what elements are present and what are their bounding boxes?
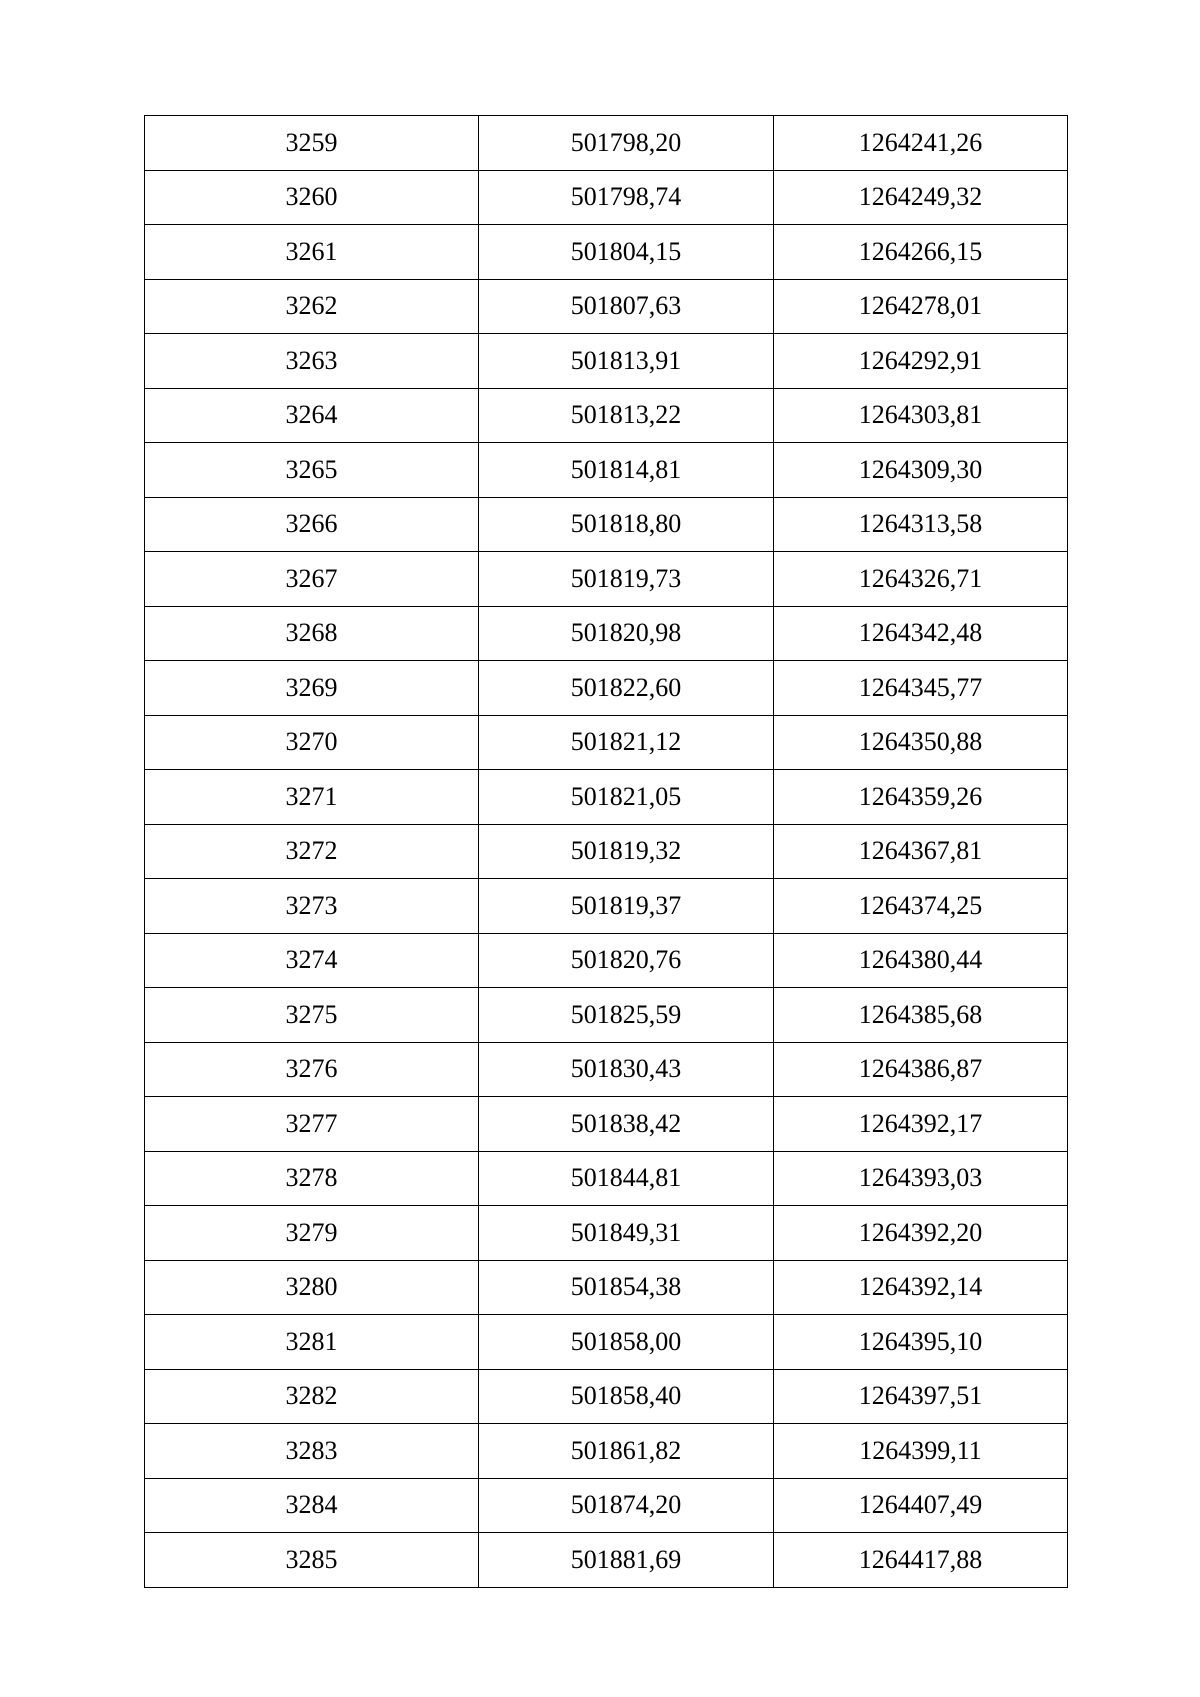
table-row — [145, 225, 1068, 280]
x-coordinate-cell: 501822,60 — [479, 661, 774, 716]
point-number-cell: 3264 — [145, 388, 479, 443]
y-coordinate-cell: 1264367,81 — [774, 824, 1068, 879]
y-coordinate-cell: 1264392,17 — [774, 1097, 1068, 1152]
y-coordinate-cell: 1264395,10 — [774, 1315, 1068, 1370]
x-coordinate-cell: 501858,00 — [479, 1315, 774, 1370]
table-row — [145, 1533, 1068, 1588]
point-number-cell: 3279 — [145, 1206, 479, 1261]
table-row — [145, 1042, 1068, 1097]
table-row — [145, 933, 1068, 988]
y-coordinate-cell: 1264303,81 — [774, 388, 1068, 443]
x-coordinate-cell: 501819,73 — [479, 552, 774, 607]
y-coordinate-cell: 1264386,87 — [774, 1042, 1068, 1097]
point-number-cell: 3271 — [145, 770, 479, 825]
y-coordinate-cell: 1264359,26 — [774, 770, 1068, 825]
table-row — [145, 279, 1068, 334]
point-number-cell: 3262 — [145, 279, 479, 334]
table-row — [145, 879, 1068, 934]
point-number-cell: 3277 — [145, 1097, 479, 1152]
x-coordinate-cell: 501849,31 — [479, 1206, 774, 1261]
point-number-cell: 3278 — [145, 1151, 479, 1206]
x-coordinate-cell: 501881,69 — [479, 1533, 774, 1588]
y-coordinate-cell: 1264392,14 — [774, 1260, 1068, 1315]
x-coordinate-cell: 501821,12 — [479, 715, 774, 770]
table-row — [145, 715, 1068, 770]
x-coordinate-cell: 501819,32 — [479, 824, 774, 879]
table-row — [145, 552, 1068, 607]
y-coordinate-cell: 1264266,15 — [774, 225, 1068, 280]
table-row — [145, 443, 1068, 498]
table-row — [145, 116, 1068, 171]
point-number-cell: 3267 — [145, 552, 479, 607]
table-row — [145, 1206, 1068, 1261]
y-coordinate-cell: 1264342,48 — [774, 606, 1068, 661]
point-number-cell: 3276 — [145, 1042, 479, 1097]
y-coordinate-cell: 1264326,71 — [774, 552, 1068, 607]
point-number-cell: 3259 — [145, 116, 479, 171]
point-number-cell: 3281 — [145, 1315, 479, 1370]
coordinates-table-body — [145, 116, 1068, 1588]
x-coordinate-cell: 501838,42 — [479, 1097, 774, 1152]
y-coordinate-cell: 1264385,68 — [774, 988, 1068, 1043]
y-coordinate-cell: 1264407,49 — [774, 1478, 1068, 1533]
x-coordinate-cell: 501844,81 — [479, 1151, 774, 1206]
x-coordinate-cell: 501814,81 — [479, 443, 774, 498]
point-number-cell: 3272 — [145, 824, 479, 879]
table-row — [145, 1478, 1068, 1533]
coordinates-table — [144, 115, 1068, 1588]
point-number-cell: 3263 — [145, 334, 479, 389]
x-coordinate-cell: 501813,91 — [479, 334, 774, 389]
table-row — [145, 661, 1068, 716]
table-row — [145, 334, 1068, 389]
y-coordinate-cell: 1264393,03 — [774, 1151, 1068, 1206]
y-coordinate-cell: 1264350,88 — [774, 715, 1068, 770]
x-coordinate-cell: 501818,80 — [479, 497, 774, 552]
y-coordinate-cell: 1264313,58 — [774, 497, 1068, 552]
table-row — [145, 988, 1068, 1043]
table-row — [145, 388, 1068, 443]
y-coordinate-cell: 1264374,25 — [774, 879, 1068, 934]
point-number-cell: 3260 — [145, 170, 479, 225]
x-coordinate-cell: 501798,20 — [479, 116, 774, 171]
y-coordinate-cell: 1264278,01 — [774, 279, 1068, 334]
x-coordinate-cell: 501861,82 — [479, 1424, 774, 1479]
point-number-cell: 3265 — [145, 443, 479, 498]
x-coordinate-cell: 501830,43 — [479, 1042, 774, 1097]
point-number-cell: 3268 — [145, 606, 479, 661]
table-row — [145, 606, 1068, 661]
table-row — [145, 770, 1068, 825]
y-coordinate-cell: 1264241,26 — [774, 116, 1068, 171]
x-coordinate-cell: 501819,37 — [479, 879, 774, 934]
point-number-cell: 3274 — [145, 933, 479, 988]
x-coordinate-cell: 501807,63 — [479, 279, 774, 334]
table-row — [145, 824, 1068, 879]
y-coordinate-cell: 1264380,44 — [774, 933, 1068, 988]
y-coordinate-cell: 1264309,30 — [774, 443, 1068, 498]
point-number-cell: 3284 — [145, 1478, 479, 1533]
point-number-cell: 3283 — [145, 1424, 479, 1479]
y-coordinate-cell: 1264345,77 — [774, 661, 1068, 716]
x-coordinate-cell: 501813,22 — [479, 388, 774, 443]
y-coordinate-cell: 1264397,51 — [774, 1369, 1068, 1424]
x-coordinate-cell: 501804,15 — [479, 225, 774, 280]
x-coordinate-cell: 501798,74 — [479, 170, 774, 225]
point-number-cell: 3282 — [145, 1369, 479, 1424]
table-row — [145, 497, 1068, 552]
y-coordinate-cell: 1264292,91 — [774, 334, 1068, 389]
point-number-cell: 3273 — [145, 879, 479, 934]
table-row — [145, 1260, 1068, 1315]
y-coordinate-cell: 1264249,32 — [774, 170, 1068, 225]
y-coordinate-cell: 1264392,20 — [774, 1206, 1068, 1261]
point-number-cell: 3280 — [145, 1260, 479, 1315]
y-coordinate-cell: 1264417,88 — [774, 1533, 1068, 1588]
point-number-cell: 3270 — [145, 715, 479, 770]
table-row — [145, 1097, 1068, 1152]
x-coordinate-cell: 501820,76 — [479, 933, 774, 988]
point-number-cell: 3269 — [145, 661, 479, 716]
table-row — [145, 1151, 1068, 1206]
x-coordinate-cell: 501821,05 — [479, 770, 774, 825]
x-coordinate-cell: 501858,40 — [479, 1369, 774, 1424]
x-coordinate-cell: 501854,38 — [479, 1260, 774, 1315]
point-number-cell: 3275 — [145, 988, 479, 1043]
x-coordinate-cell: 501825,59 — [479, 988, 774, 1043]
table-row — [145, 1369, 1068, 1424]
x-coordinate-cell: 501820,98 — [479, 606, 774, 661]
point-number-cell: 3261 — [145, 225, 479, 280]
y-coordinate-cell: 1264399,11 — [774, 1424, 1068, 1479]
table-row — [145, 170, 1068, 225]
table-row — [145, 1424, 1068, 1479]
point-number-cell: 3266 — [145, 497, 479, 552]
point-number-cell: 3285 — [145, 1533, 479, 1588]
table-row — [145, 1315, 1068, 1370]
x-coordinate-cell: 501874,20 — [479, 1478, 774, 1533]
